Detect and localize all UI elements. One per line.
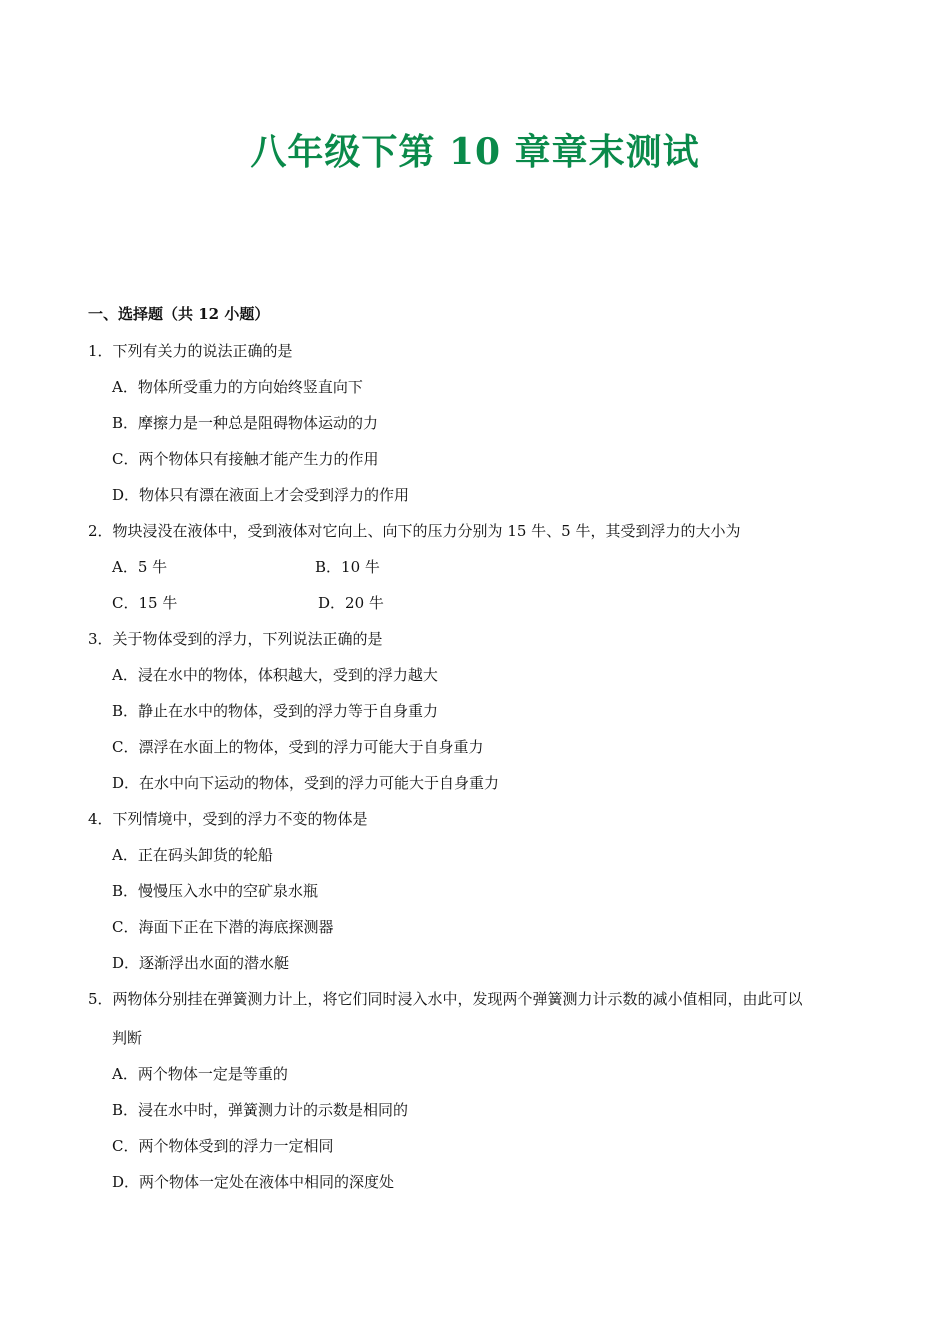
question-5-option-b: B．浸在水中时，弹簧测力计的示数是相同的 xyxy=(112,1101,409,1119)
page-title: 八年级下第 10 章章末测试 xyxy=(250,131,700,173)
question-3-stem: 3．关于物体受到的浮力，下列说法正确的是 xyxy=(88,630,383,648)
question-3-option-c: C．漂浮在水面上的物体，受到的浮力可能大于自身重力 xyxy=(112,738,484,756)
question-5-stem: 5．两物体分别挂在弹簧测力计上，将它们同时浸入水中，发现两个弹簧测力计示数的减小值相同，由此可以 xyxy=(88,990,803,1008)
question-5-option-c: C．两个物体受到的浮力一定相同 xyxy=(112,1137,334,1155)
question-1-option-d: D．物体只有漂在液面上才会受到浮力的作用 xyxy=(112,486,410,504)
question-5-option-a: A．两个物体一定是等重的 xyxy=(112,1065,288,1083)
section-heading: 一、选择题（共 12 小题） xyxy=(88,305,270,323)
question-2-stem: 2．物块浸没在液体中，受到液体对它向上、向下的压力分别为 15 牛、5 牛，其受到浮力的大小为 xyxy=(88,522,741,540)
question-3-option-a: A．浸在水中的物体，体积越大，受到的浮力越大 xyxy=(112,666,438,684)
question-2-option-c: C．15 牛 xyxy=(112,594,178,612)
question-3-option-d: D．在水中向下运动的物体，受到的浮力可能大于自身重力 xyxy=(112,774,500,792)
question-1-stem: 1．下列有关力的说法正确的是 xyxy=(88,342,293,360)
question-5-stem-continued: 判断 xyxy=(112,1029,143,1047)
question-4-option-d: D．逐渐浮出水面的潜水艇 xyxy=(112,954,290,972)
question-1-option-a: A．物体所受重力的方向始终竖直向下 xyxy=(112,378,363,396)
question-4-option-b: B．慢慢压入水中的空矿泉水瓶 xyxy=(112,882,319,900)
question-2-option-a: A．5 牛 xyxy=(112,558,168,576)
question-2-option-b: B．10 牛 xyxy=(315,558,380,576)
question-5-option-d: D．两个物体一定处在液体中相同的深度处 xyxy=(112,1173,395,1191)
question-1-option-b: B．摩擦力是一种总是阻碍物体运动的力 xyxy=(112,414,379,432)
question-4-stem: 4．下列情境中，受到的浮力不变的物体是 xyxy=(88,810,368,828)
question-4-option-c: C．海面下正在下潜的海底探测器 xyxy=(112,918,334,936)
question-2-option-d: D．20 牛 xyxy=(318,594,384,612)
question-4-option-a: A．正在码头卸货的轮船 xyxy=(112,846,273,864)
question-3-option-b: B．静止在水中的物体，受到的浮力等于自身重力 xyxy=(112,702,439,720)
question-1-option-c: C．两个物体只有接触才能产生力的作用 xyxy=(112,450,379,468)
